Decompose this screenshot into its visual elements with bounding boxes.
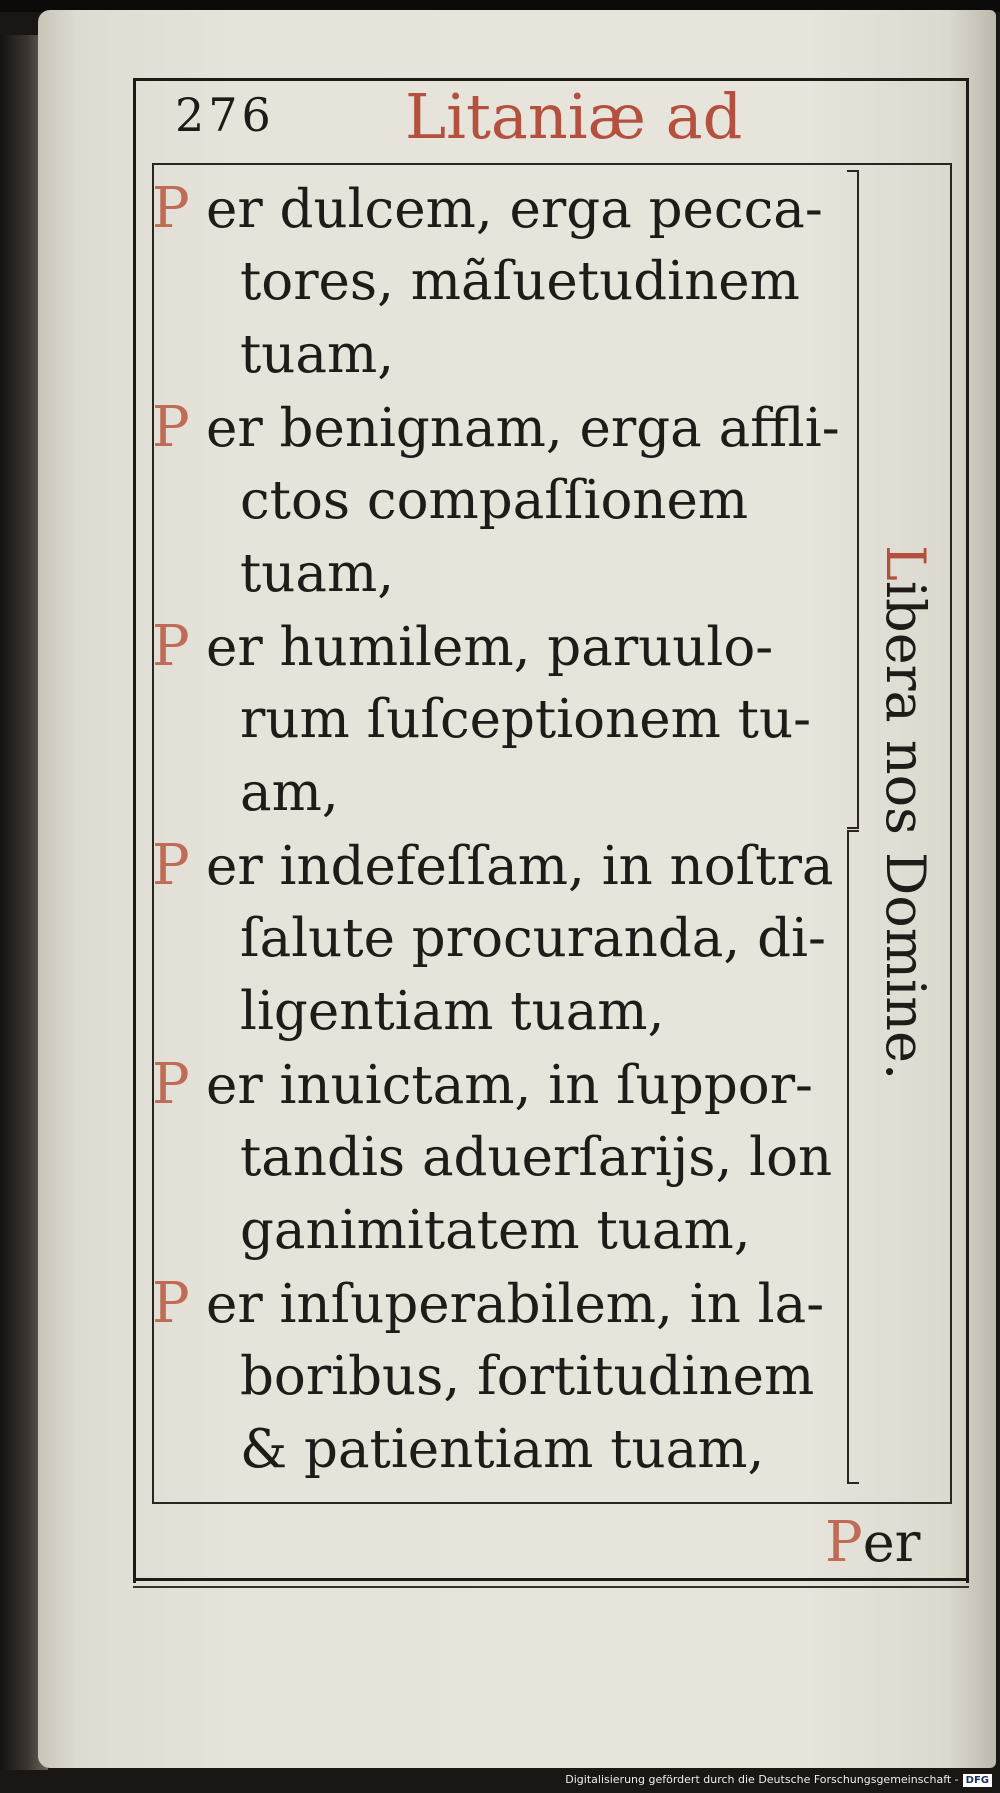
initial-letter: P: [152, 1271, 190, 1336]
entry-line: ſalute procuranda, di-: [240, 908, 826, 969]
initial-letter: P: [152, 614, 190, 679]
litany-entry: [152, 829, 857, 1048]
catchword-initial: P: [825, 1510, 863, 1575]
response-text: ibera nos Domine.: [874, 580, 937, 1081]
credit-text: Digitalisierung gefördert durch die Deutsche Forschungsgemeinschaft -: [565, 1773, 959, 1786]
response-initial: L: [874, 545, 937, 581]
entry-line: er humilem, paruulo-: [206, 617, 774, 678]
entry-line: ganimitatem tuam,: [240, 1200, 751, 1261]
entry-line: tandis aduerſarijs, lon: [240, 1127, 833, 1188]
catchword: [825, 1510, 920, 1575]
litany-entry: [152, 172, 857, 391]
initial-letter: P: [152, 176, 190, 241]
initial-letter: P: [152, 395, 190, 460]
litany-entry: [152, 391, 857, 610]
grouping-bracket-upper: [847, 170, 859, 829]
litany-text: [152, 172, 857, 1486]
digitization-credit: [565, 1773, 992, 1787]
litany-entry: [152, 610, 857, 829]
dfg-logo: DFG: [963, 1774, 992, 1787]
entry-line: tores, mãſuetudinem: [240, 251, 800, 312]
bottom-rule: [133, 1578, 969, 1581]
bottom-rule-secondary: [133, 1586, 969, 1588]
initial-letter: P: [152, 1052, 190, 1117]
page-number: 276: [175, 88, 275, 142]
entry-line: ctos compaſſionem: [240, 470, 749, 531]
entry-line: tuam,: [240, 324, 395, 385]
entry-line: er inuictam, in ſuppor-: [206, 1055, 813, 1116]
initial-letter: P: [152, 833, 190, 898]
entry-line: rum ſuſceptionem tu-: [240, 689, 812, 750]
running-head: Litaniæ ad: [405, 80, 743, 153]
litany-entry: [152, 1267, 857, 1486]
catchword-text: er: [862, 1511, 921, 1574]
entry-line: & patientiam tuam,: [240, 1419, 765, 1480]
entry-line: er benignam, erga affli-: [206, 398, 840, 459]
entry-line: tuam,: [240, 543, 395, 604]
entry-line: boribus, fortitudinem: [240, 1346, 815, 1407]
litany-response: [875, 545, 935, 1080]
grouping-bracket-lower: [847, 830, 859, 1484]
entry-line: am,: [240, 762, 339, 823]
entry-line: er indefeſſam, in noſtra: [206, 836, 834, 897]
entry-line: ligentiam tuam,: [240, 981, 665, 1042]
entry-line: er dulcem, erga pecca-: [206, 179, 823, 240]
litany-entry: [152, 1048, 857, 1267]
entry-line: er inſuperabilem, in la-: [206, 1274, 825, 1335]
